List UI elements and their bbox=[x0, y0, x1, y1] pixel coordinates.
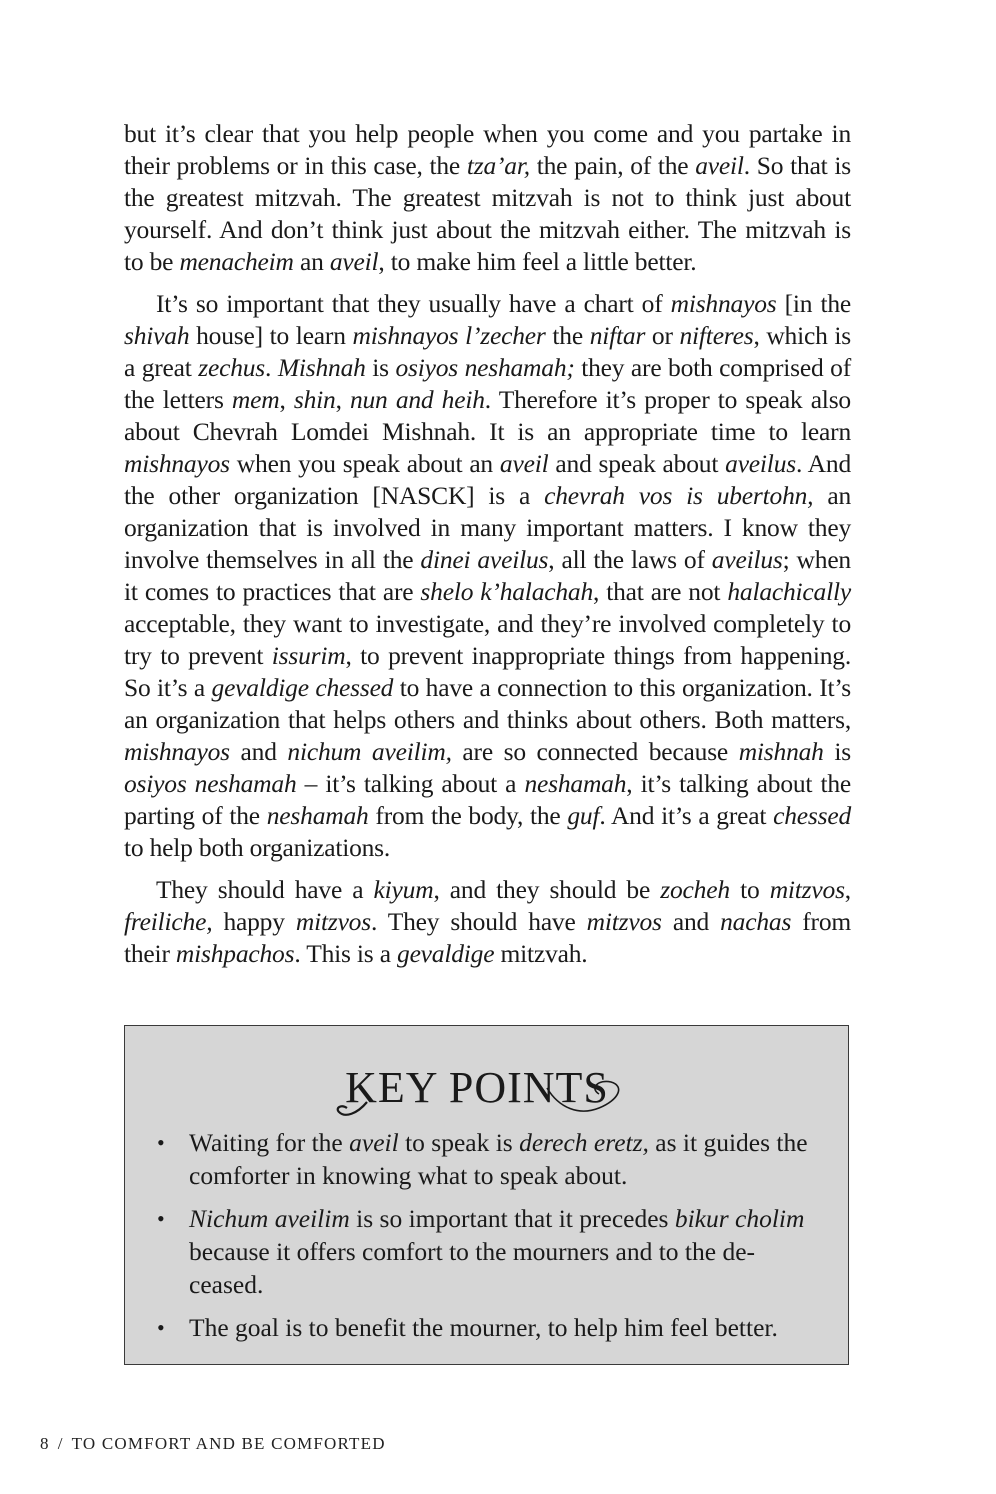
italic-term: issurim bbox=[271, 641, 346, 670]
text-run: acceptable, they want to investigate, and they’re involved completely to try to prevent bbox=[124, 609, 851, 670]
italic-term: osiyos neshamah; bbox=[395, 353, 575, 382]
italic-term: aveil bbox=[499, 449, 549, 478]
key-points-list bbox=[155, 1126, 820, 1354]
bullet-icon: • bbox=[157, 1206, 165, 1231]
footer-separator: / bbox=[57, 1434, 64, 1453]
text-run: and bbox=[229, 737, 288, 766]
text-run: . bbox=[265, 353, 278, 382]
italic-term: mishnayos l’zecher bbox=[352, 321, 546, 350]
italic-term: aveilus bbox=[711, 545, 783, 574]
text-run: when you speak about an bbox=[229, 449, 500, 478]
italic-term: gevaldige chessed bbox=[211, 673, 394, 702]
text-run: as it guides the comforter in knowing what to speak about. bbox=[189, 1128, 808, 1190]
paragraph bbox=[124, 874, 851, 970]
text-run: to speak is bbox=[398, 1128, 520, 1157]
text-run: , to prevent inappropriate things from happening. So it’s a bbox=[124, 641, 851, 702]
text-run: but it’s clear that you help people when you come and you partake in their problems or in this case, the bbox=[124, 119, 851, 180]
paragraph bbox=[124, 288, 851, 864]
italic-term: mishnayos bbox=[124, 737, 230, 766]
text-run: or bbox=[645, 321, 680, 350]
key-points-heading bbox=[125, 1052, 848, 1122]
text-run: , bbox=[279, 385, 294, 414]
italic-term: nichum aveilim, bbox=[287, 737, 452, 766]
text-run: is so important that it precedes bbox=[349, 1204, 675, 1233]
italic-term: mitzvos bbox=[295, 907, 371, 936]
italic-term: mishpachos bbox=[175, 939, 295, 968]
text-run: . And the other organization [NASCK] is a bbox=[124, 449, 851, 510]
italic-term: freiliche, bbox=[124, 907, 213, 936]
italic-term: shelo k’halachah bbox=[420, 577, 594, 606]
key-point-item bbox=[155, 1126, 820, 1192]
text-run: is bbox=[365, 353, 396, 382]
text-run: It’s so important that they usually have a chart of bbox=[156, 289, 671, 318]
key-point-item bbox=[155, 1202, 820, 1301]
italic-term: chevrah vos is ubertohn, bbox=[544, 481, 814, 510]
text-run: . They should have bbox=[370, 907, 587, 936]
text-run: ; when it comes to practices that are bbox=[124, 545, 851, 606]
italic-term: guf bbox=[567, 801, 600, 830]
text-run: – it’s talking about a bbox=[296, 769, 525, 798]
italic-term: kiyum bbox=[373, 875, 434, 904]
italic-term: niftar bbox=[589, 321, 646, 350]
text-run: mitzvah. bbox=[494, 939, 588, 968]
svg-text:KEY POINTS: KEY POINTS bbox=[344, 1063, 609, 1112]
italic-term: mishnayos bbox=[670, 289, 777, 318]
page-number: 8 bbox=[40, 1434, 50, 1453]
italic-term: mem bbox=[231, 385, 280, 414]
text-run: They should have a bbox=[156, 875, 374, 904]
text-run: to help both organizations. bbox=[124, 833, 391, 862]
flourish-heading-icon bbox=[327, 1052, 647, 1122]
italic-term: aveil bbox=[695, 151, 744, 180]
text-run: , to make him feel a little better. bbox=[378, 247, 697, 276]
text-run: to bbox=[729, 875, 770, 904]
italic-term: nachas bbox=[720, 907, 792, 936]
bullet-icon: • bbox=[157, 1130, 165, 1155]
italic-term: zechus bbox=[198, 353, 266, 382]
text-run: The goal is to benefit the mourner, to help him feel better. bbox=[189, 1313, 778, 1342]
text-run: to have a connection to this organization. It’s an organization that helps others and thinks about others. Both matters, bbox=[124, 673, 851, 734]
text-run: an bbox=[293, 247, 330, 276]
text-run: Waiting for the bbox=[189, 1128, 350, 1157]
italic-term: tza’ar, bbox=[466, 151, 530, 180]
key-points-box bbox=[124, 1025, 849, 1365]
text-run: , which is a great bbox=[124, 321, 852, 382]
text-run: , bbox=[335, 385, 350, 414]
body-text bbox=[124, 118, 851, 980]
italic-term: derech eretz, bbox=[519, 1128, 649, 1157]
italic-term: chessed bbox=[773, 801, 852, 830]
text-run: . Therefore it’s proper to speak also about Chevrah Lomdei Mishnah. It is an appropriate time to learn bbox=[124, 385, 851, 446]
italic-term: mishnah bbox=[738, 737, 824, 766]
text-run: and speak about bbox=[548, 449, 726, 478]
italic-term: menacheim bbox=[179, 247, 294, 276]
text-run: . So that is the greatest mitzvah. The greatest mitzvah is not to think just about yourself. And don’t think just about the mitzvah either. The mitzvah is to be bbox=[124, 151, 851, 276]
text-run: , that are not bbox=[593, 577, 728, 606]
italic-term: Mishnah bbox=[277, 353, 366, 382]
text-run: are so connected because bbox=[451, 737, 739, 766]
italic-term: mitzvos bbox=[586, 907, 662, 936]
text-run: an organization that is involved in many important matters. I know they involve themselves in all the bbox=[124, 481, 851, 574]
italic-term: shin bbox=[293, 385, 336, 414]
text-run: , and they should be bbox=[433, 875, 661, 904]
italic-term: bikur cholim bbox=[674, 1204, 805, 1233]
page-footer bbox=[40, 1434, 386, 1454]
text-run: . This is a bbox=[294, 939, 398, 968]
text-run: [in the bbox=[776, 289, 851, 318]
text-run: . And it’s a great bbox=[599, 801, 774, 830]
paragraph bbox=[124, 118, 851, 278]
italic-term: aveil bbox=[349, 1128, 399, 1157]
italic-term: aveil bbox=[329, 247, 379, 276]
italic-term: nun and heih bbox=[349, 385, 485, 414]
italic-term: dinei aveilus bbox=[420, 545, 549, 574]
text-run: , all the laws of bbox=[548, 545, 712, 574]
italic-term: shivah bbox=[124, 321, 190, 350]
italic-term: halachically bbox=[727, 577, 851, 606]
text-run: because it offers comfort to the mourners and to the deceased. bbox=[189, 1237, 756, 1299]
italic-term: Nichum aveilim bbox=[189, 1204, 350, 1233]
text-run: the pain, of the bbox=[529, 151, 696, 180]
italic-term: nifteres bbox=[679, 321, 754, 350]
text-run: is bbox=[823, 737, 851, 766]
text-run: they are both comprised of the letters bbox=[124, 353, 851, 414]
italic-term: osiyos neshamah bbox=[124, 769, 297, 798]
text-run: the bbox=[545, 321, 590, 350]
text-run: from the body, the bbox=[368, 801, 568, 830]
italic-term: mishnayos bbox=[124, 449, 230, 478]
italic-term: aveilus bbox=[725, 449, 796, 478]
text-run: , it’s talking about the parting of the bbox=[124, 769, 851, 830]
book-title: TO COMFORT AND BE COMFORTED bbox=[71, 1434, 386, 1453]
text-run: and bbox=[661, 907, 721, 936]
text-run: from their bbox=[124, 907, 852, 968]
italic-term: gevaldige bbox=[397, 939, 495, 968]
italic-term: zocheh bbox=[660, 875, 730, 904]
italic-term: neshamah bbox=[524, 769, 627, 798]
key-point-item bbox=[155, 1311, 820, 1344]
italic-term: neshamah bbox=[266, 801, 369, 830]
text-run: house] to learn bbox=[189, 321, 353, 350]
text-run: happy bbox=[212, 907, 296, 936]
bullet-icon: • bbox=[157, 1315, 165, 1340]
italic-term: mitzvos bbox=[769, 875, 845, 904]
text-run: , bbox=[844, 875, 851, 904]
